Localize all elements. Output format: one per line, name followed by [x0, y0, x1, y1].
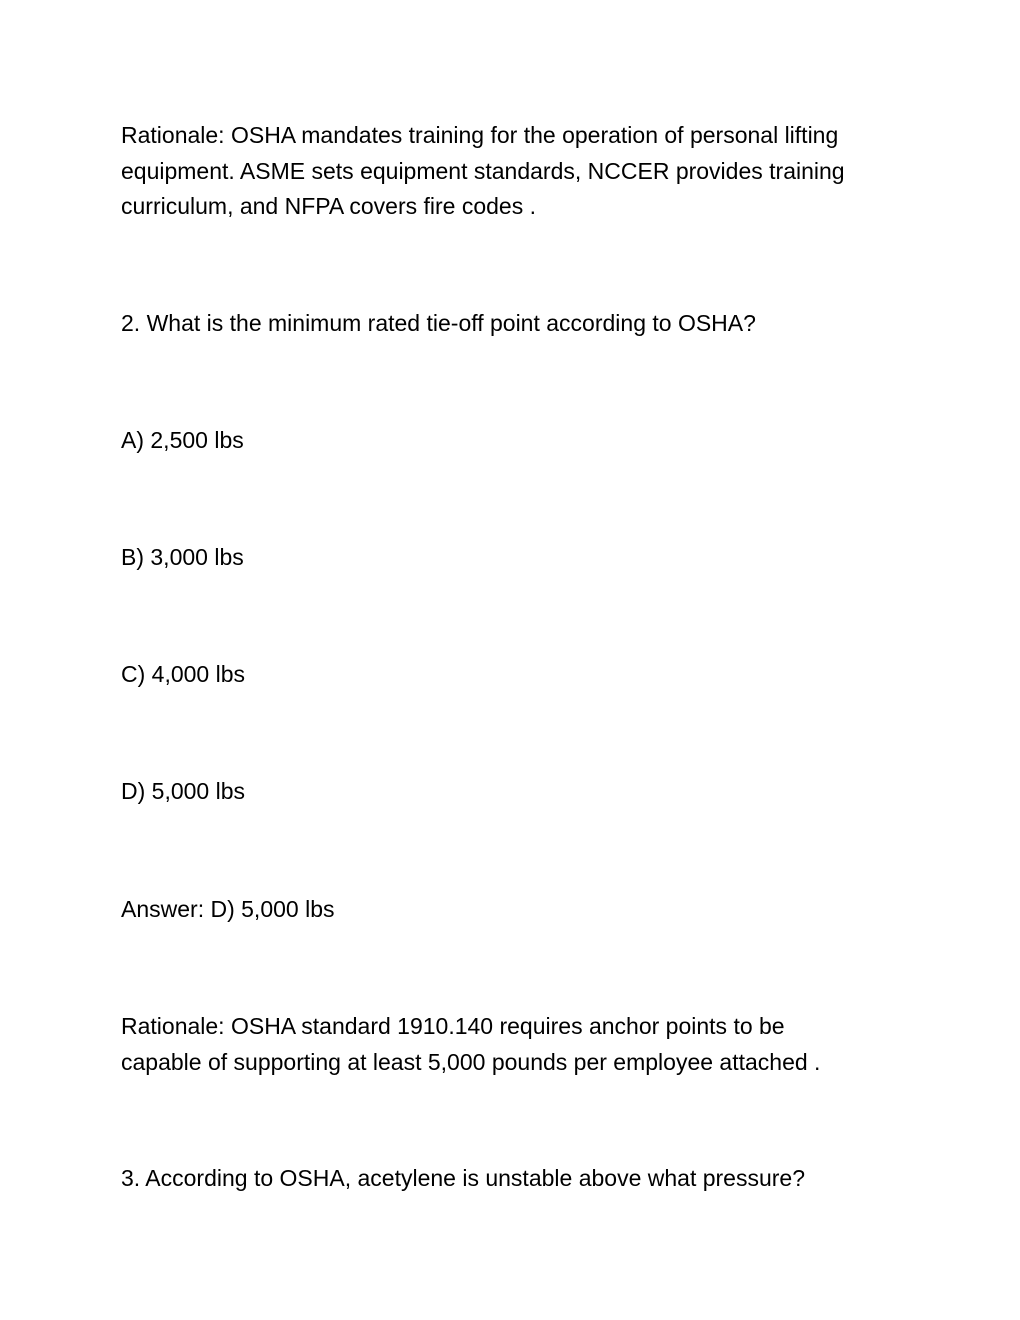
rationale-paragraph-2	[121, 1009, 901, 1080]
option-d: D) 5,000 lbs	[121, 778, 246, 804]
question-3-text: 3. According to OSHA, acetylene is unstable above what pressure?	[121, 1165, 806, 1191]
rationale-1-line-3: curriculum, and NFPA covers fire codes .	[121, 193, 536, 219]
rationale-paragraph-1	[121, 118, 901, 225]
rationale-1-line-1: Rationale: OSHA mandates training for the operation of personal lifting	[121, 122, 839, 148]
rationale-1-line-2: equipment. ASME sets equipment standards, NCCER provides training	[121, 157, 845, 184]
answer-line: Answer: D) 5,000 lbs	[121, 896, 335, 922]
option-b: B) 3,000 lbs	[121, 544, 244, 570]
option-a: A) 2,500 lbs	[121, 427, 244, 453]
rationale-2-line-2: capable of supporting at least 5,000 pounds per employee attached .	[121, 1048, 821, 1075]
option-c: C) 4,000 lbs	[121, 661, 246, 687]
question-2-text: 2. What is the minimum rated tie-off point according to OSHA?	[121, 310, 756, 336]
rationale-2-line-1: Rationale: OSHA standard 1910.140 requires anchor points to be	[121, 1013, 785, 1039]
